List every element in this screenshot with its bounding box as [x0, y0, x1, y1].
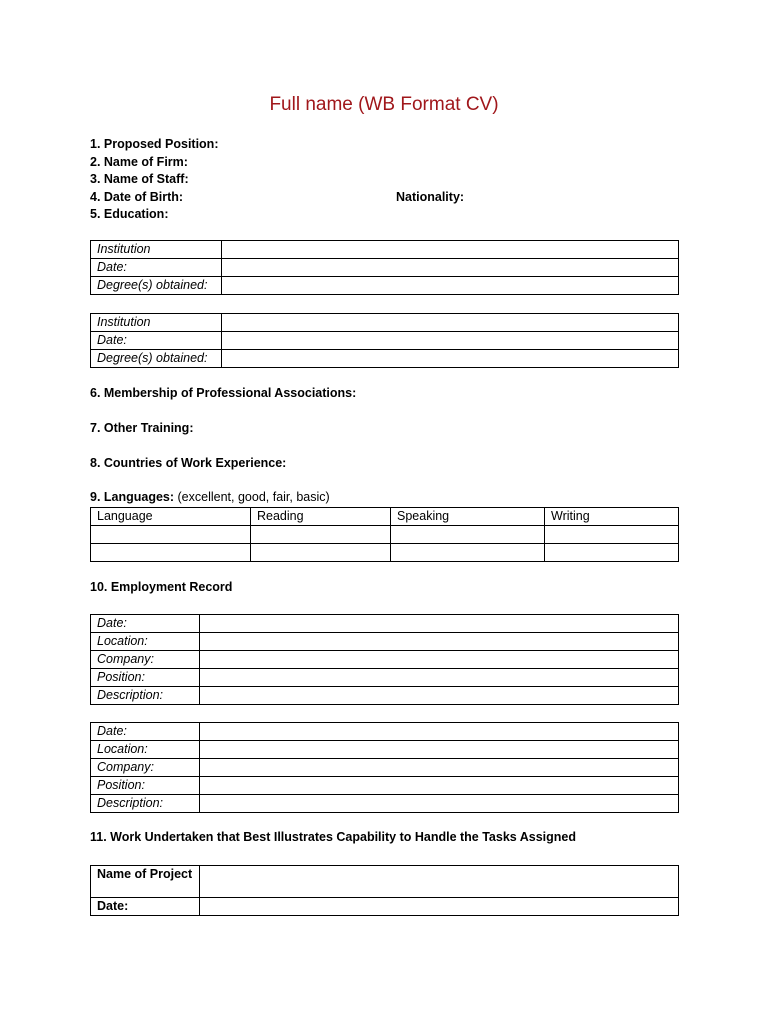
table-row [91, 898, 679, 916]
date-label: Date: [91, 259, 222, 277]
position-value-cell[interactable] [200, 777, 679, 795]
description-value-cell[interactable] [200, 687, 679, 705]
speaking-cell[interactable] [391, 526, 545, 544]
location-label: Location: [91, 741, 200, 759]
project-date-value-cell[interactable] [200, 898, 679, 916]
language-cell[interactable] [91, 526, 251, 544]
table-row [91, 777, 679, 795]
institution-label: Institution [91, 314, 222, 332]
writing-cell[interactable] [545, 526, 679, 544]
table-row [91, 332, 679, 350]
countries-heading: 8. Countries of Work Experience: [90, 456, 287, 470]
project-name-value-cell[interactable] [200, 866, 679, 898]
language-column-header: Language [91, 508, 251, 526]
location-label: Location: [91, 633, 200, 651]
project-name-label: Name of Project [91, 866, 200, 898]
company-value-cell[interactable] [200, 651, 679, 669]
languages-heading [90, 489, 330, 506]
table-row [91, 633, 679, 651]
name-of-staff-field: 3. Name of Staff: [90, 172, 189, 186]
company-value-cell[interactable] [200, 759, 679, 777]
date-value-cell[interactable] [200, 723, 679, 741]
date-label: Date: [91, 723, 200, 741]
description-label: Description: [91, 795, 200, 813]
degree-value-cell[interactable] [222, 350, 679, 368]
company-label: Company: [91, 759, 200, 777]
degree-label: Degree(s) obtained: [91, 277, 222, 295]
institution-value-cell[interactable] [222, 241, 679, 259]
employment-heading: 10. Employment Record [90, 580, 233, 594]
date-label: Date: [91, 615, 200, 633]
languages-heading-label: 9. Languages: [90, 490, 175, 504]
table-row [91, 866, 679, 898]
degree-value-cell[interactable] [222, 277, 679, 295]
table-row [91, 277, 679, 295]
language-cell[interactable] [91, 544, 251, 562]
writing-column-header: Writing [545, 508, 679, 526]
speaking-column-header: Speaking [391, 508, 545, 526]
project-date-label: Date: [91, 898, 200, 916]
description-value-cell[interactable] [200, 795, 679, 813]
languages-table [90, 507, 679, 562]
table-row [91, 544, 679, 562]
other-training-heading: 7. Other Training: [90, 421, 194, 435]
table-header-row [91, 508, 679, 526]
speaking-cell[interactable] [391, 544, 545, 562]
table-row [91, 651, 679, 669]
education-table-2 [90, 313, 679, 368]
date-value-cell[interactable] [222, 259, 679, 277]
membership-heading: 6. Membership of Professional Associations: [90, 386, 357, 400]
table-row [91, 241, 679, 259]
work-undertaken-heading: 11. Work Undertaken that Best Illustrates Capability to Handle the Tasks Assigned [90, 830, 577, 844]
table-row [91, 314, 679, 332]
table-row [91, 741, 679, 759]
writing-cell[interactable] [545, 544, 679, 562]
table-row [91, 350, 679, 368]
languages-note: (excellent, good, fair, basic) [174, 490, 330, 504]
date-of-birth-field: 4. Date of Birth: [90, 189, 184, 204]
employment-table-2 [90, 722, 679, 813]
date-value-cell[interactable] [222, 332, 679, 350]
description-label: Description: [91, 687, 200, 705]
project-table [90, 865, 679, 916]
date-of-birth-row [90, 189, 690, 207]
proposed-position-field: 1. Proposed Position: [90, 137, 219, 151]
table-row [91, 687, 679, 705]
location-value-cell[interactable] [200, 633, 679, 651]
position-label: Position: [91, 777, 200, 795]
date-label: Date: [91, 332, 222, 350]
education-heading: 5. Education: [90, 207, 169, 221]
company-label: Company: [91, 651, 200, 669]
date-value-cell[interactable] [200, 615, 679, 633]
reading-cell[interactable] [251, 544, 391, 562]
location-value-cell[interactable] [200, 741, 679, 759]
education-table-1 [90, 240, 679, 295]
position-value-cell[interactable] [200, 669, 679, 687]
table-row [91, 526, 679, 544]
document-title: Full name (WB Format CV) [269, 94, 499, 115]
reading-cell[interactable] [251, 526, 391, 544]
table-row [91, 795, 679, 813]
institution-value-cell[interactable] [222, 314, 679, 332]
degree-label: Degree(s) obtained: [91, 350, 222, 368]
table-row [91, 759, 679, 777]
nationality-field: Nationality: [396, 189, 465, 204]
table-row [91, 259, 679, 277]
table-row [91, 723, 679, 741]
table-row [91, 669, 679, 687]
reading-column-header: Reading [251, 508, 391, 526]
table-row [91, 615, 679, 633]
position-label: Position: [91, 669, 200, 687]
personal-info-block [90, 136, 690, 224]
employment-table-1 [90, 614, 679, 705]
institution-label: Institution [91, 241, 222, 259]
name-of-firm-field: 2. Name of Firm: [90, 154, 188, 169]
